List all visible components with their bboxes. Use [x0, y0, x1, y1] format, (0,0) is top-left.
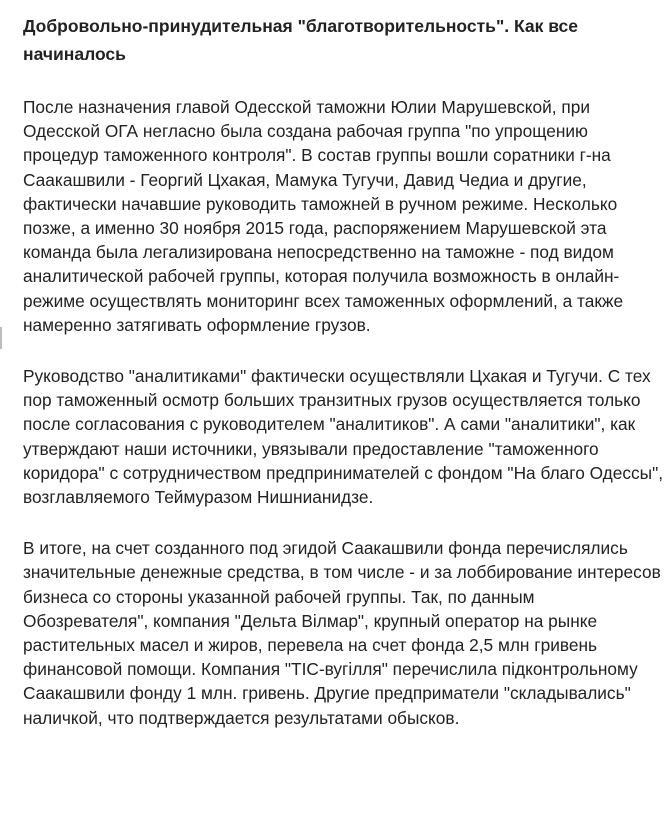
article: [23, 12, 663, 757]
article-paragraph-2: Руководство "аналитиками" фактически осуществляли Цхакая и Тугучи. С тех пор таможенный осмотр больших транзитных грузов осуществляется только после согласования с руководителем "аналитиков". А сами "аналитики", как утверждают наши источники, увязывали предоставление "таможенного коридора" с сотрудничеством предпринимателей с фондом "На благо Одессы", возглавляемого Теймуразом Нишнианидзе.: [23, 366, 664, 508]
article-paragraph-1: После назначения главой Одесской таможни Юлии Марушевской, при Одесской ОГА негласно была создана рабочая группа "по упрощению процедур таможенного контроля". В состав группы вошли соратники г-на Саакашвили - Георгий Цхакая, Мамука Тугучи, Давид Чедиа и другие, фактически начавшие руководить таможней в ручном режиме. Несколько позже, а именно 30 ноября 2015 года, распоряжением Марушевской эта команда была легализирована непосредственно на таможне - под видом аналитической рабочей группы, которая получила возможность в онлайн-режиме осуществлять мониторинг всех таможенных оформлений, а также намеренно затягивать оформление грузов.: [23, 97, 624, 335]
left-edge-marker: [0, 327, 2, 349]
article-paragraph-3: В итоге, на счет созданного под эгидой Саакашвили фонда перечислялись значительные денежные средства, в том числе - и за лоббирование интересов бизнеса со стороны указанной рабочей группы. Так, по данным Обозревателя", компания "Дельта Вілмар", крупный оператор на рынке растительных масел и жиров, перевела на счет фонда 2,5 млн гривень финансовой помощи. Компания "ТІС-вугілля" перечислила підконтрольному Саакашвили фонду 1 млн. гривень. Другие предприматели "складывались" наличкой, что подтверждается результатами обысков.: [23, 538, 661, 728]
article-headline: Добровольно-принудительная "благотворительность". Как все начиналось: [23, 16, 579, 64]
